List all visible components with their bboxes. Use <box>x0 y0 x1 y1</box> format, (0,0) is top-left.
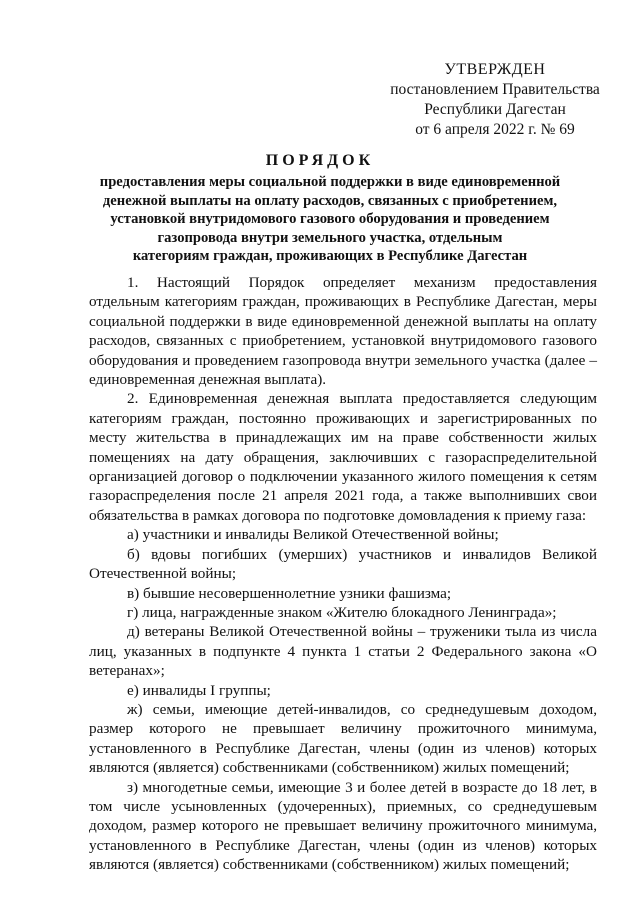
approval-stamp <box>380 60 610 140</box>
subtitle-line: газопровода внутри земельного участка, отдельным <box>157 229 503 246</box>
document-body <box>89 273 597 875</box>
subtitle-line: денежной выплаты на оплату расходов, связанных с приобретением, <box>102 192 558 209</box>
document-title: ПОРЯДОК <box>265 152 375 169</box>
approval-line-1: постановлением Правительства <box>390 81 600 98</box>
list-item-g: г) лица, награжденные знаком «Жителю блокадного Ленинграда»; <box>127 603 557 621</box>
list-item-v: в) бывшие несовершеннолетние узники фашизма; <box>127 584 452 602</box>
list-item-a: а) участники и инвалиды Великой Отечественной войны; <box>127 526 499 544</box>
subtitle-line: установкой внутридомового газового оборудования и проведением <box>110 211 550 228</box>
list-item-e: е) инвалиды I группы; <box>127 681 271 699</box>
approval-line-2: Республики Дагестан <box>424 101 566 118</box>
list-item-d: д) ветераны Великой Отечественной войны – труженики тыла из числа лиц, указанных в подпункте 4 пункта 1 статьи 2 Федерального закона «О ветеранах»; <box>89 623 597 680</box>
document-subtitle <box>95 173 565 266</box>
approval-title: УТВЕРЖДЕН <box>444 61 546 78</box>
subtitle-line: категориям граждан, проживающих в Республике Дагестан <box>132 248 528 265</box>
list-item-z: з) многодетные семьи, имеющие 3 и более детей в возрасте до 18 лет, в том числе усыновленных (удочеренных), приемных, со среднедушевым доходом, размер которого не превышает величину прожиточного минимума, установленного в Республике Дагестан, члены (один из членов) которых являются (является) собственниками (собственником) жилых помещений; <box>89 778 597 874</box>
subtitle-line: предоставления меры социальной поддержки в виде единовременной <box>99 174 561 190</box>
approval-line-3: от 6 апреля 2022 г. № 69 <box>415 121 575 138</box>
list-item-zh: ж) семьи, имеющие детей-инвалидов, со среднедушевым доходом, размер которого не превышает величину прожиточного минимума, установленного в Республике Дагестан, члены (один из членов) которых являются (является) собственниками (собственником) жилых помещений; <box>89 700 597 777</box>
paragraph-2: 2. Единовременная денежная выплата предоставляется следующим категориям граждан, постоянно проживающих и зарегистрированных по месту жительства в принадлежащих им на праве собственности жилых помещениях на дату обращения, заключивших с газораспределительной организацией договор о подключении указанного жилого помещения к сетям газораспределения после 21 апреля 2021 года, а также выполнивших свои обязательства в рамках договора по подготовке домовладения к приему газа: <box>89 390 597 524</box>
list-item-b: б) вдовы погибших (умерших) участников и инвалидов Великой Отечественной войны; <box>89 545 597 583</box>
paragraph-1: 1. Настоящий Порядок определяет механизм предоставления отдельным категориям граждан, проживающих в Республике Дагестан, меры социальной поддержки в виде единовременной денежной выплаты на оплату расходов, связанных с приобретением, установкой внутридомового газового оборудования и проведением газопровода внутри земельного участка (далее – единовременная денежная выплата). <box>89 274 597 389</box>
